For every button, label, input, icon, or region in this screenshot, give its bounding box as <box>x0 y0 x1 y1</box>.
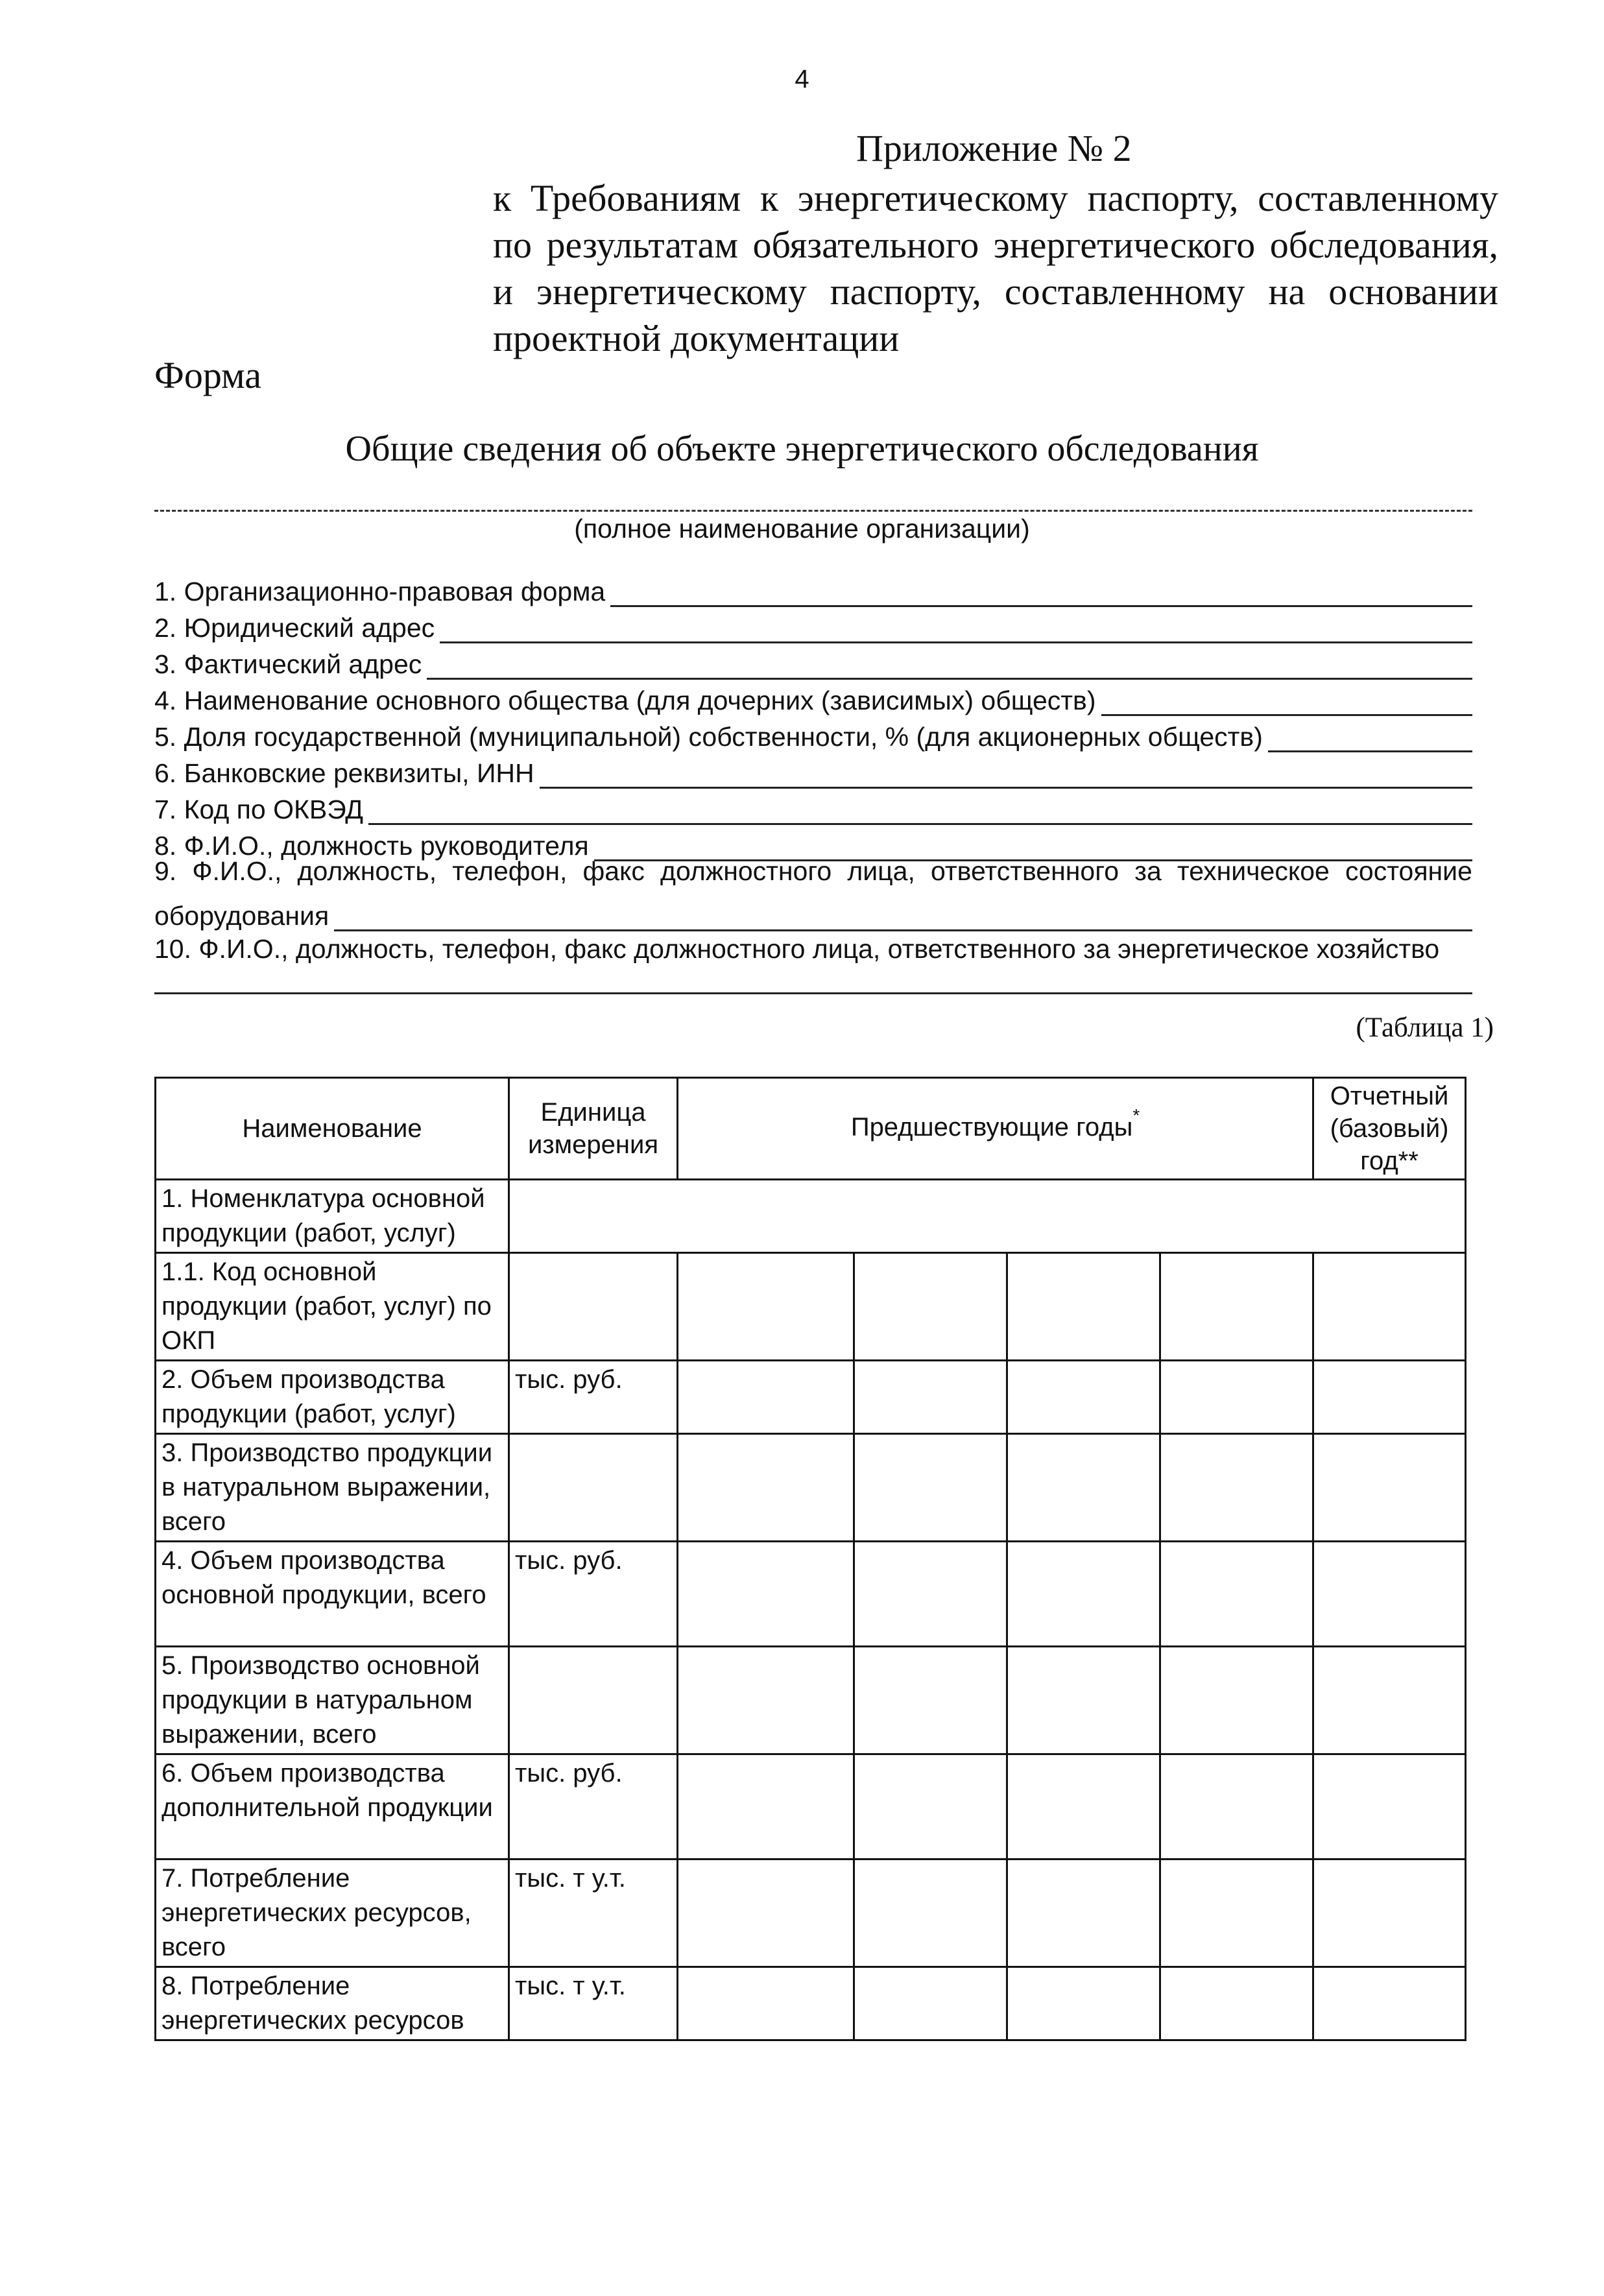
value-cell <box>1160 1647 1313 1754</box>
field-label: 7. Код по ОКВЭД <box>154 795 364 824</box>
value-cell <box>1313 1647 1466 1754</box>
field-word: 9. <box>154 856 177 886</box>
appendix-subtitle-line: по результатам обязательного энергетического обследования, <box>493 224 1498 266</box>
value-cell <box>678 1434 854 1542</box>
field-state-share <box>154 719 1472 752</box>
indicators-table <box>154 1077 1466 2041</box>
value-cell <box>678 1542 854 1647</box>
field-word: состояние <box>1345 856 1472 886</box>
value-cell <box>1160 1542 1313 1647</box>
form-label: Форма <box>154 354 261 396</box>
field-label: 10. Ф.И.О., должность, телефон, факс должностного лица, ответственного за энергетическое хозяйство <box>154 934 1440 964</box>
organization-name-line <box>154 510 1472 512</box>
value-cell <box>1160 1434 1313 1542</box>
value-cell <box>1007 1542 1160 1647</box>
value-cell <box>1313 1860 1466 1967</box>
field-legal-form <box>154 573 1472 607</box>
field-label: оборудования <box>154 901 329 931</box>
value-cell <box>1160 1860 1313 1967</box>
row-unit: тыс. руб. <box>509 1361 678 1434</box>
field-word: факс <box>582 856 645 886</box>
value-cell <box>854 1647 1007 1754</box>
field-label: 5. Доля государственной (муниципальной) собственности, % (для акционерных обществ) <box>154 722 1263 752</box>
value-cell <box>1007 1860 1160 1967</box>
row-unit: тыс. руб. <box>509 1754 678 1860</box>
value-cell <box>678 1860 854 1967</box>
fill-line <box>540 761 1472 789</box>
fill-line <box>334 903 1472 931</box>
header-unit: Единица измерения <box>509 1078 678 1180</box>
table-label: (Таблица 1) <box>1356 1012 1494 1043</box>
header-previous-years-text: Предшествующие годы <box>850 1113 1133 1142</box>
value-cell <box>678 1361 854 1434</box>
value-cell <box>1313 1967 1466 2040</box>
row-name: 5. Производство основной продукции в натуральном выражении, всего <box>156 1647 509 1754</box>
fill-line <box>1268 724 1472 752</box>
field-word: должность, <box>297 856 437 886</box>
fill-line <box>440 616 1472 643</box>
row-unit: тыс. руб. <box>509 1542 678 1647</box>
appendix-subtitle-line: и энергетическому паспорту, составленному на основании <box>493 270 1498 313</box>
value-cell <box>678 1967 854 2040</box>
value-cell <box>678 1253 854 1361</box>
value-cell <box>1007 1967 1160 2040</box>
value-cell <box>1160 1967 1313 2040</box>
value-cell <box>1007 1434 1160 1542</box>
field-label: 8. Ф.И.О., должность руководителя <box>154 831 589 861</box>
value-cell <box>1007 1361 1160 1434</box>
appendix-subtitle-line: проектной документации <box>493 317 900 359</box>
row-name: 2. Объем производства продукции (работ, услуг) <box>156 1361 509 1434</box>
fill-line <box>610 579 1472 607</box>
header-report-year: Отчетный (базовый) год** <box>1313 1078 1466 1180</box>
appendix-subtitle-line: к Требованиям к энергетическому паспорту, составленному <box>493 177 1498 219</box>
field-label: 1. Организационно-правовая форма <box>154 577 606 606</box>
field-bank-details <box>154 755 1472 789</box>
row-unit <box>509 1253 678 1361</box>
value-cell <box>1007 1253 1160 1361</box>
value-cell <box>1160 1253 1313 1361</box>
value-cell <box>854 1860 1007 1967</box>
field-word: телефон, <box>452 856 568 886</box>
field-label: 4. Наименование основного общества (для дочерних (зависимых) обществ) <box>154 686 1096 715</box>
row-unit: тыс. т у.т. <box>509 1967 678 2040</box>
fill-line <box>154 992 1472 994</box>
value-cell <box>1160 1754 1313 1860</box>
organization-name-caption: (полное наименование организации) <box>574 514 1030 544</box>
row-name: 3. Производство продукции в натуральном выражении, всего <box>156 1434 509 1542</box>
value-cell <box>854 1361 1007 1434</box>
fill-line <box>1101 688 1473 716</box>
header-previous-years <box>678 1078 1313 1180</box>
row-unit: тыс. т у.т. <box>509 1860 678 1967</box>
value-cell <box>854 1434 1007 1542</box>
page-number: 4 <box>795 65 809 93</box>
field-okved <box>154 791 1472 825</box>
value-cell <box>1313 1754 1466 1860</box>
field-word: должностного <box>660 856 832 886</box>
fill-line <box>368 797 1472 825</box>
row-unit <box>509 1434 678 1542</box>
field-word: Ф.И.О., <box>192 856 282 886</box>
header-name: Наименование <box>156 1078 509 1180</box>
field-technical-officer <box>154 856 1472 887</box>
value-cell <box>1313 1253 1466 1361</box>
field-label: 6. Банковские реквизиты, ИНН <box>154 758 534 788</box>
document-title: Общие сведения об объекте энергетического обследования <box>345 429 1259 469</box>
field-label: 2. Юридический адрес <box>154 613 435 643</box>
value-cell <box>854 1253 1007 1361</box>
row-name: 1.1. Код основной продукции (работ, услуг) по ОКП <box>156 1253 509 1361</box>
appendix-subtitle <box>493 175 1498 362</box>
field-actual-address <box>154 646 1472 680</box>
value-cell <box>1160 1361 1313 1434</box>
field-parent-company <box>154 682 1472 716</box>
footnote-mark: * <box>1132 1105 1140 1125</box>
value-cell <box>1313 1361 1466 1434</box>
value-cell <box>854 1967 1007 2040</box>
field-label: 3. Фактический адрес <box>154 649 422 679</box>
value-cell <box>854 1754 1007 1860</box>
value-cell <box>1313 1542 1466 1647</box>
row-name: 1. Номенклатура основной продукции (работ, услуг) <box>156 1180 509 1253</box>
field-word: техническое <box>1177 856 1330 886</box>
value-cell <box>678 1647 854 1754</box>
field-legal-address <box>154 610 1472 643</box>
field-word: лица, <box>847 856 915 886</box>
field-word: за <box>1134 856 1162 886</box>
appendix-title: Приложение № 2 <box>856 127 1132 169</box>
field-technical-officer-cont <box>154 898 1472 931</box>
value-cell <box>1313 1434 1466 1542</box>
row-name: 4. Объем производства основной продукции, всего <box>156 1542 509 1647</box>
value-cell <box>678 1754 854 1860</box>
field-word: ответственного <box>930 856 1119 886</box>
value-cell <box>854 1542 1007 1647</box>
row-merged-cell <box>509 1180 1466 1253</box>
row-unit <box>509 1647 678 1754</box>
field-energy-officer <box>154 934 1472 964</box>
value-cell <box>1007 1754 1160 1860</box>
row-name: 6. Объем производства дополнительной продукции <box>156 1754 509 1860</box>
row-name: 7. Потребление энергетических ресурсов, всего <box>156 1860 509 1967</box>
fill-line <box>427 652 1472 680</box>
value-cell <box>1007 1647 1160 1754</box>
row-name: 8. Потребление энергетических ресурсов <box>156 1967 509 2040</box>
